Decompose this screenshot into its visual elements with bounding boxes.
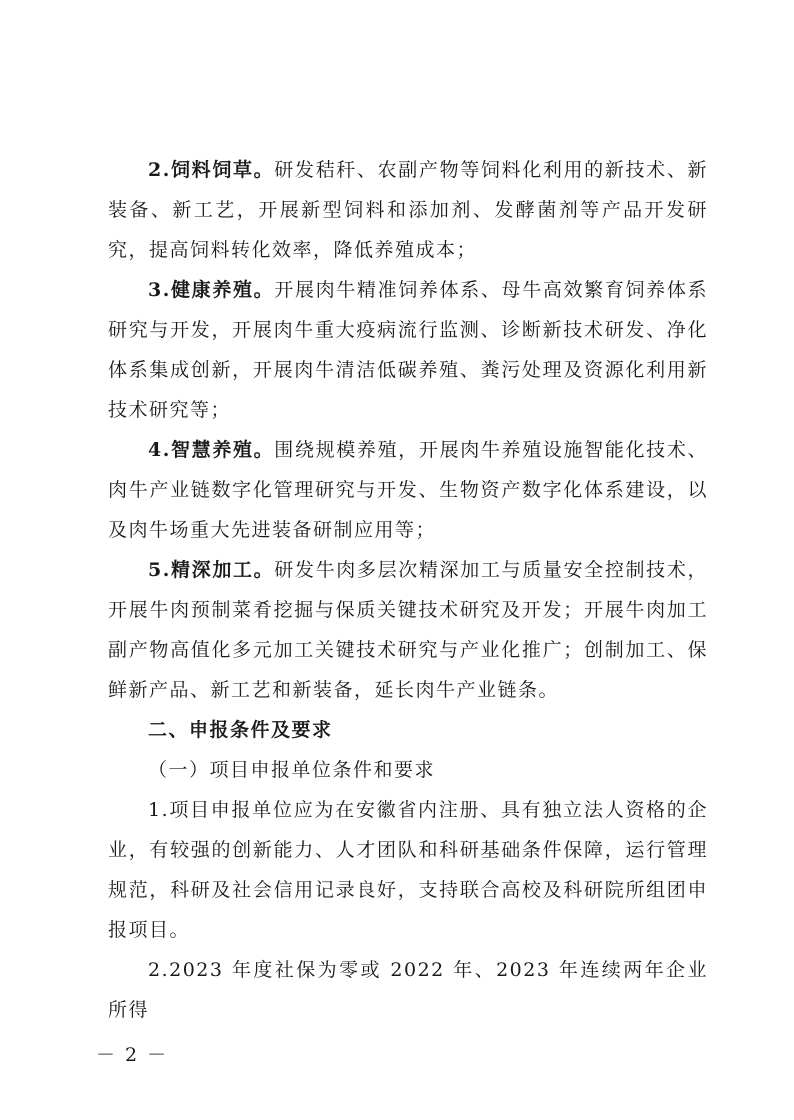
paragraph-deep-processing bbox=[108, 550, 708, 710]
subsection-heading: （一）项目申报单位条件和要求 bbox=[148, 759, 436, 781]
paragraph-lead: 5.精深加工。 bbox=[148, 559, 275, 581]
page-number: － 2 － bbox=[96, 1044, 169, 1066]
paragraph-lead: 2.饲料饲草。 bbox=[148, 159, 275, 181]
paragraph-text: 研发牛肉多层次精深加工与质量安全控制技术，开展牛肉预制菜肴挖掘与保质关键技术研究及开发；开展牛肉加工副产物高值化多元加工关键技术研究与产业化推广；创制加工、保鲜新产品、新工艺和新装备，延长肉牛产业链条。 bbox=[108, 559, 708, 701]
paragraph-smart-breeding bbox=[108, 430, 708, 550]
paragraph-text: 开展肉牛精准饲养体系、母牛高效繁育饲养体系研究与开发，开展肉牛重大疫病流行监测、诊断新技术研发、净化体系集成创新，开展肉牛清洁低碳养殖、粪污处理及资源化利用新技术研究等； bbox=[108, 279, 708, 421]
section-heading: 二、申报条件及要求 bbox=[148, 719, 333, 741]
paragraph-healthy-breeding bbox=[108, 270, 708, 430]
requirement-paragraph: 2.2023 年度社保为零或 2022 年、2023 年连续两年企业所得 bbox=[108, 959, 708, 1021]
paragraph-feed-forage bbox=[108, 150, 708, 270]
paragraph-lead: 4.智慧养殖。 bbox=[148, 439, 275, 461]
paragraph-text: 围绕规模养殖，开展肉牛养殖设施智能化技术、肉牛产业链数字化管理研究与开发、生物资产数字化体系建设，以及肉牛场重大先进装备研制应用等； bbox=[108, 439, 708, 541]
paragraph-text: 研发秸秆、农副产物等饲料化利用的新技术、新装备、新工艺，开展新型饲料和添加剂、发酵菌剂等产品开发研究，提高饲料转化效率，降低养殖成本； bbox=[108, 159, 708, 261]
requirement-paragraph: 1.项目申报单位应为在安徽省内注册、具有独立法人资格的企业，有较强的创新能力、人才团队和科研基础条件保障，运行管理规范，科研及社会信用记录良好，支持联合高校及科研院所组团申报项目。 bbox=[108, 799, 708, 941]
paragraph-lead: 3.健康养殖。 bbox=[148, 279, 275, 301]
document-body bbox=[108, 150, 708, 1030]
